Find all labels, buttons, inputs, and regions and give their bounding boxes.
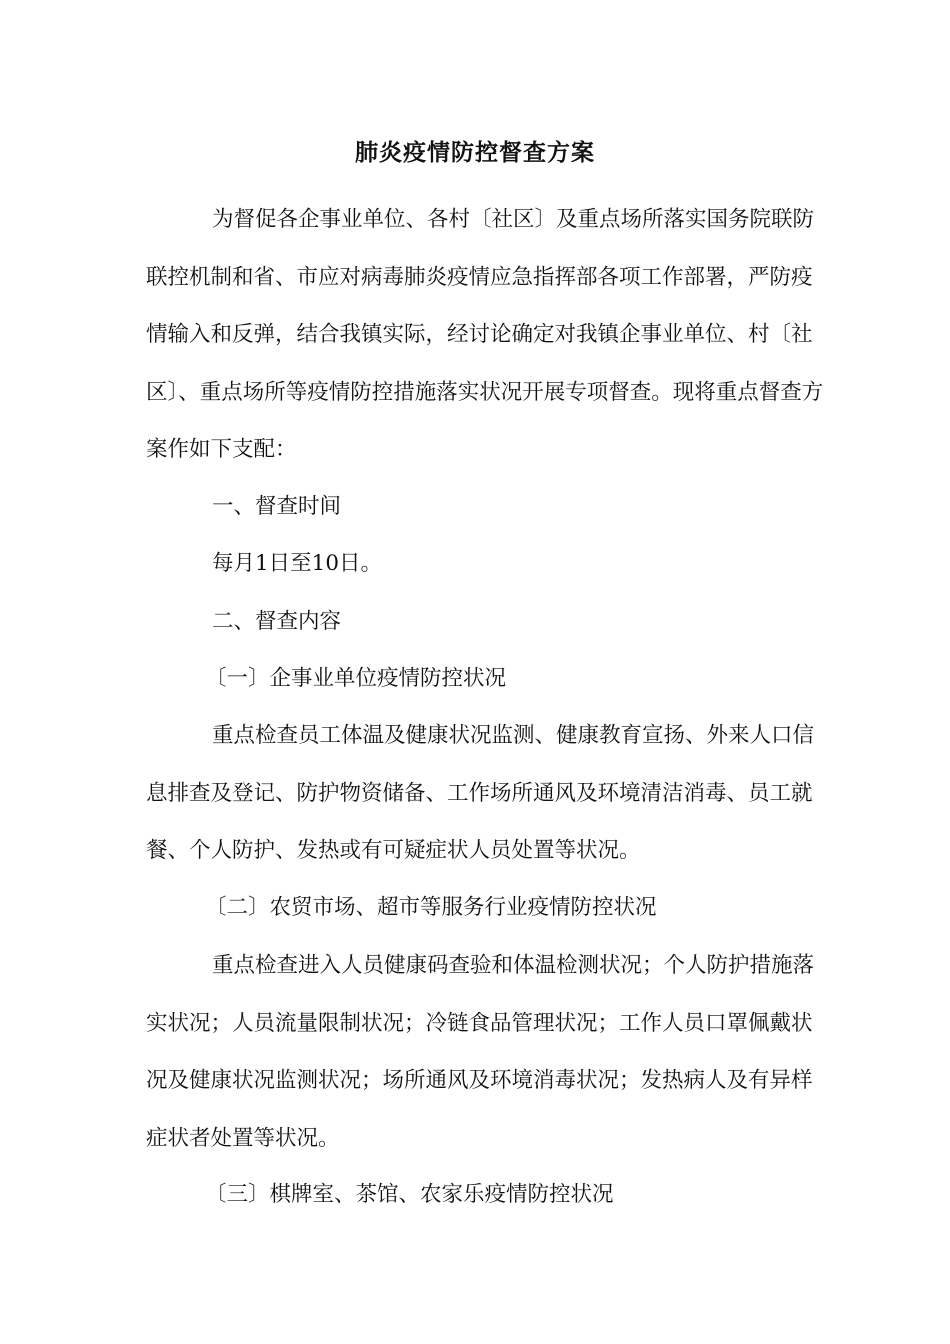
subsection-heading-markets: 〔二〕农贸市场、超市等服务行业疫情防控状况 (205, 895, 657, 920)
section-text-time: 每月1日至10日。 (212, 551, 383, 576)
intro-paragraph: 为督促各企事业单位、各村〔社区〕及重点场所落实国务院联防联控机制和省、市应对病毒肺炎疫情应急指挥部各项工作部署，严防疫情输入和反弹，结合我镇实际，经讨论确定对我镇企事业单位、村〔社区〕、重点场所等疫情防控措施落实状况开展专项督查。现将重点督查方案作如下支配： (146, 207, 824, 462)
section-heading-time: 一、督查时间 (212, 494, 342, 519)
subsection-heading-leisure: 〔三〕棋牌室、茶馆、农家乐疫情防控状况 (205, 1182, 614, 1207)
section-heading-content: 二、督查内容 (212, 609, 342, 634)
subsection-text-markets: 重点检查进入人员健康码查验和体温检测状况；个人防护措施落实状况；人员流量限制状况；冷链食品管理状况；工作人员口罩佩戴状况及健康状况监测状况；场所通风及环境消毒状况；发热病人及有异样症状者处置等状况。 (146, 953, 815, 1151)
document-title: 肺炎疫情防控督查方案 (355, 139, 595, 166)
subsection-heading-enterprises: 〔一〕企事业单位疫情防控状况 (205, 666, 507, 691)
subsection-text-enterprises: 重点检查员工体温及健康状况监测、健康教育宣扬、外来人口信息排查及登记、防护物资储备、工作场所通风及环境清洁消毒、员工就餐、个人防护、发热或有可疑症状人员处置等状况。 (146, 723, 815, 863)
